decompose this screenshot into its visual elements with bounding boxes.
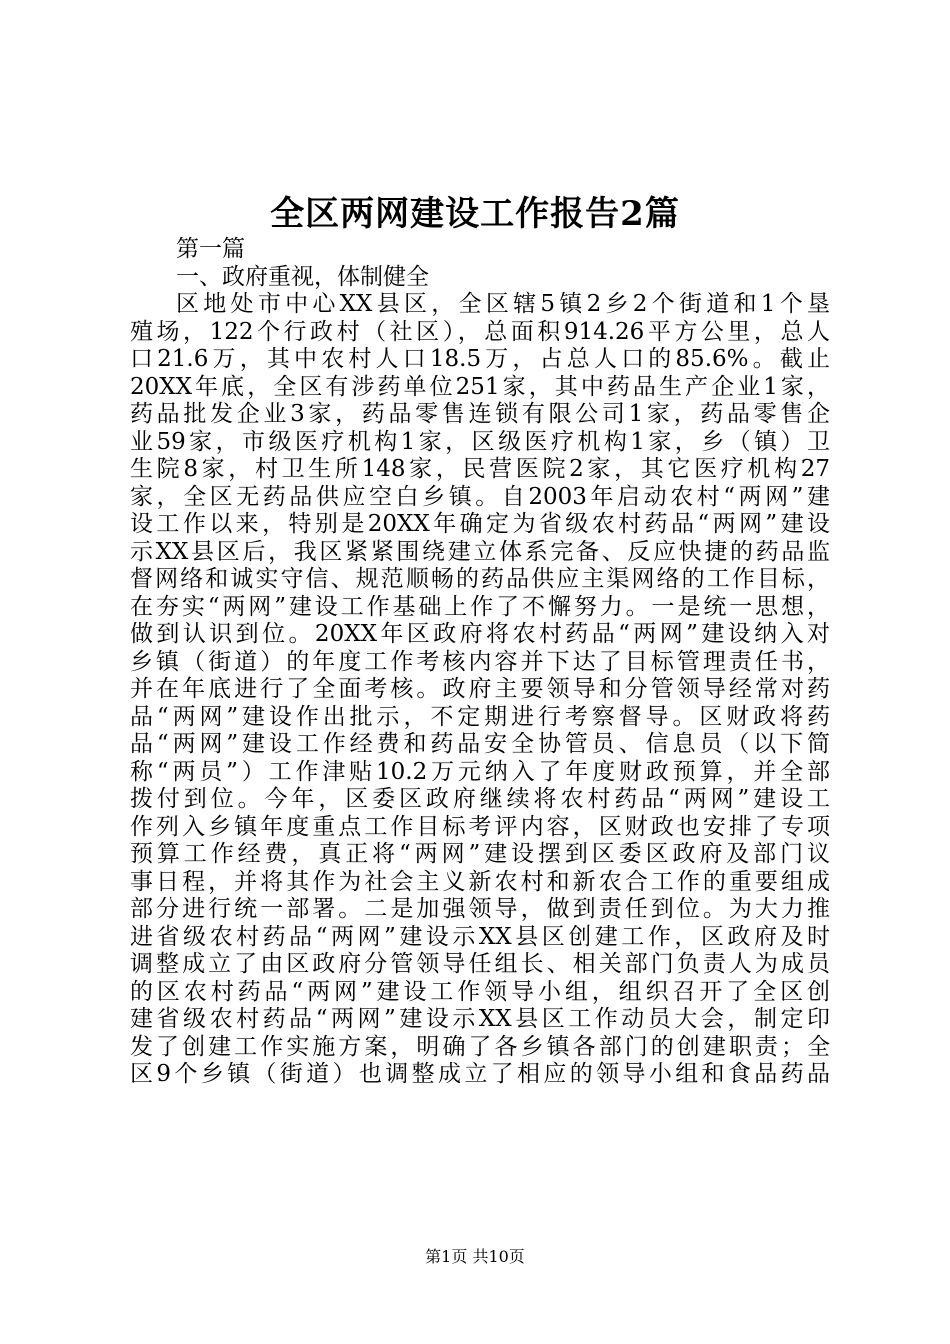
paragraph-line: 称“两员”）工作津贴10.2万元纳入了年度财政预算，并全部 [130,758,830,785]
body-paragraph [130,291,830,1089]
paragraph-line: 预算工作经费，真正将“两网”建设摆到区委区政府及部门议 [130,841,830,867]
paragraph-line: 的区农村药品“两网”建设工作领导小组，组织召开了全区创 [130,978,830,1005]
section-label: 第一篇 [176,236,245,262]
paragraph-line: 督网络和诚实守信、规范顺畅的药品供应主渠网络的工作目标， [130,566,830,592]
paragraph-line: 生院8家，村卫生所148家，民营医院2家，其它医疗机构27 [130,456,830,482]
paragraph-line: 调整成立了由区政府分管领导任组长、相关部门负责人为成员 [130,951,830,977]
paragraph-line: 发了创建工作实施方案，明确了各乡镇各部门的创建职责；全 [130,1033,830,1060]
page-footer: 第1页 共10页 [425,1247,525,1266]
paragraph-line: 家，全区无药品供应空白乡镇。自2003年启动农村“两网”建 [130,483,830,510]
paragraph-line: 设工作以来，特别是20XX年确定为省级农村药品“两网”建设 [130,511,830,537]
paragraph-line: 作列入乡镇年度重点工作目标考评内容，区财政也安排了专项 [130,813,830,840]
paragraph-line: 品“两网”建设作出批示，不定期进行考察督导。区财政将药 [130,703,830,730]
paragraph-line: 区9个乡镇（街道）也调整成立了相应的领导小组和食品药品 [130,1061,830,1087]
document-title: 全区两网建设工作报告2篇 [270,194,680,234]
paragraph-line: 拨付到位。今年，区委区政府继续将农村药品“两网”建设工 [130,786,830,812]
paragraph-line: 示XX县区后，我区紧紧围绕建立体系完备、反应快捷的药品监 [130,538,830,565]
document-body [130,236,830,1089]
paragraph-line: 在夯实“两网”建设工作基础上作了不懈努力。一是统一思想， [130,593,830,620]
paragraph-line: 做到认识到位。20XX年区政府将农村药品“两网”建设纳入对 [130,621,830,647]
paragraph-line: 药品批发企业3家，药品零售连锁有限公司1家，药品零售企 [130,401,830,427]
paragraph-line: 区地处市中心XX县区，全区辖5镇2乡2个街道和1个垦 [176,291,830,317]
paragraph-line: 部分进行统一部署。二是加强领导，做到责任到位。为大力推 [130,896,830,922]
paragraph-line: 并在年底进行了全面考核。政府主要领导和分管领导经常对药 [130,676,830,702]
paragraph-line: 事日程，并将其作为社会主义新农村和新农合工作的重要组成 [130,868,830,895]
paragraph-line: 20XX年底，全区有涉药单位251家，其中药品生产企业1家， [130,373,830,400]
paragraph-line: 乡镇（街道）的年度工作考核内容并下达了目标管理责任书， [130,648,830,675]
section-heading: 一、政府重视，体制健全 [176,263,429,290]
paragraph-line: 业59家，市级医疗机构1家，区级医疗机构1家，乡（镇）卫 [130,428,830,455]
paragraph-line: 建省级农村药品“两网”建设示XX县区工作动员大会，制定印 [130,1006,830,1032]
paragraph-line: 品“两网”建设工作经费和药品安全协管员、信息员（以下简 [130,731,830,757]
paragraph-line: 殖场，122个行政村（社区），总面积914.26平方公里，总人 [130,318,830,345]
paragraph-line: 口21.6万，其中农村人口18.5万，占总人口的85.6%。截止 [130,346,830,372]
paragraph-line: 进省级农村药品“两网”建设示XX县区创建工作，区政府及时 [130,923,830,950]
